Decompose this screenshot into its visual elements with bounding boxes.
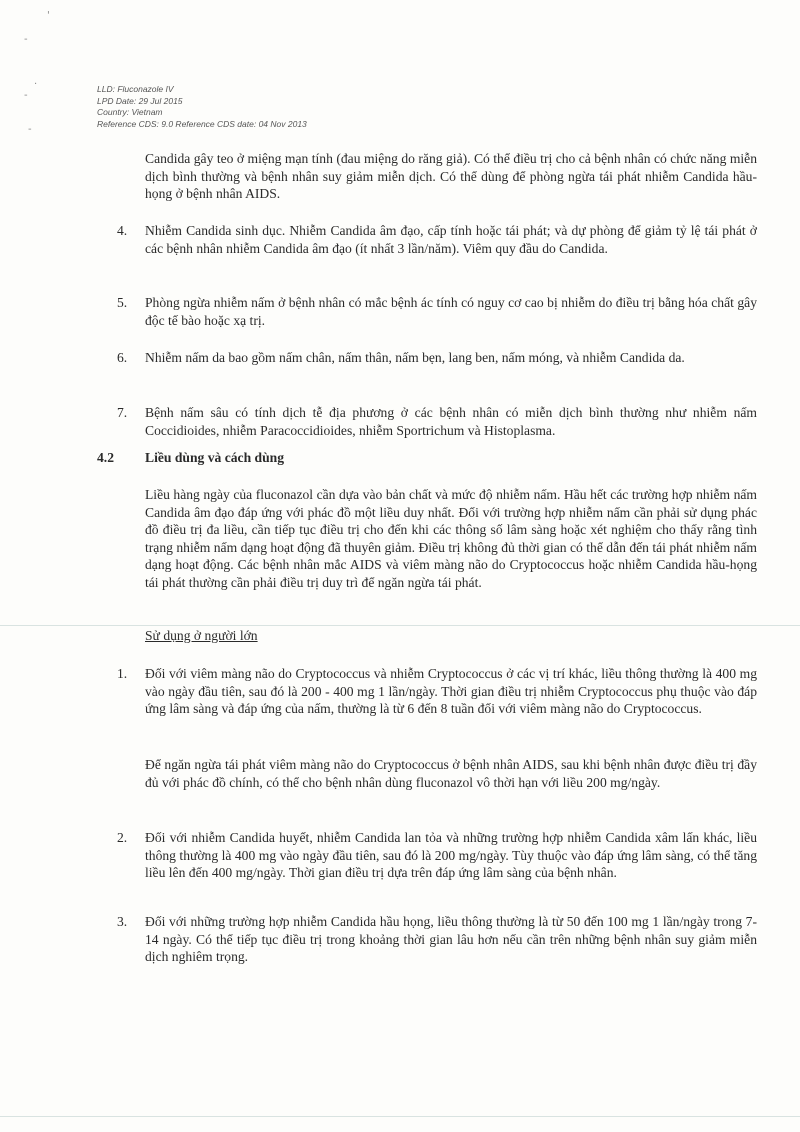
document-header [97,84,307,130]
scan-speck: - [24,90,28,101]
scan-speck: - [28,124,32,135]
scan-speck: . [34,76,38,87]
item-number: 2. [117,830,128,845]
scan-speck: ' [47,10,50,21]
item-number: 4. [117,223,128,238]
item-text: Phòng ngừa nhiễm nấm ở bệnh nhân có mắc bệnh ác tính có nguy cơ cao bị nhiễm do điều trị bằng hóa chất gây độc tế bào hoặc xạ trị. [145,295,757,328]
item-number: 5. [117,295,128,310]
scan-edge-line [0,625,800,626]
intro-paragraph: Candida gây teo ở miệng mạn tính (đau miệng do răng giả). Có thể điều trị cho cả bệnh nhân có chức năng miễn dịch bình thường và bệnh nhân suy giảm miễn dịch. Có thể dùng để phòng ngừa tái phát nhiễm Candida hầu-họng ở bệnh nhân AIDS. [145,151,757,202]
dosage-paragraph: Liều hàng ngày của fluconazol cần dựa vào bản chất và mức độ nhiễm nấm. Hầu hết các trường hợp nhiễm nấm Candida âm đạo đáp ứng với phác đồ một liều duy nhất. Đối với trường hợp nhiễm nấm cần phải sử dụng phác đồ điều trị đa liều, cần tiếp tục điều trị cho đến khi các thông số lâm sàng hoặc xét nghiệm cho thấy rằng tình trạng nhiễm nấm dạng hoạt động đã thuyên giảm. Điều trị không đủ thời gian có thể dẫn đến tái phát nhiễm nấm dạng hoạt động. Các bệnh nhân mắc AIDS và viêm màng não do Cryptococcus hoặc nhiễm Candida hầu-họng tái phát thường cần phải điều trị duy trì để ngăn ngừa tái phát. [145,487,757,590]
header-line: LPD Date: 29 Jul 2015 [97,95,183,106]
scan-edge-line [0,1116,800,1117]
section-title: Liều dùng và cách dùng [145,450,285,465]
header-line: Reference CDS: 9.0 Reference CDS date: 04 Nov 2013 [97,118,307,129]
item-text: Đối với nhiễm Candida huyết, nhiễm Candida lan tỏa và những trường hợp nhiễm Candida xâm lấn khác, liều thông thường là 400 mg vào ngày đầu tiên, sau đó là 200 mg/ngày. Tùy thuộc vào đáp ứng lâm sàng, có thể tăng liều lên đến 400 mg/ngày. Thời gian điều trị dựa trên đáp ứng lâm sàng của bệnh nhân. [145,830,757,881]
item-text: Bệnh nấm sâu có tính dịch tễ địa phương ở các bệnh nhân có miễn dịch bình thường như nhiễm nấm Coccidioides, nhiễm Paracoccidioides, nhiễm Sportrichum và Histoplasma. [145,405,757,438]
section-number: 4.2 [97,450,114,465]
scan-speck: - [24,34,28,45]
adult-use-heading: Sử dụng ở người lớn [145,628,258,643]
item-number: 1. [117,666,128,681]
item-text: Để ngăn ngừa tái phát viêm màng não do Cryptococcus ở bệnh nhân AIDS, sau khi bệnh nhân được điều trị đầy đủ với phác đồ chính, có thể cho bệnh nhân dùng fluconazol vô thời hạn với liều 200 mg/ngày. [145,757,757,790]
item-number: 6. [117,350,128,365]
item-text: Nhiễm Candida sinh dục. Nhiễm Candida âm đạo, cấp tính hoặc tái phát; và dự phòng để giảm tỷ lệ tái phát ở các bệnh nhân nhiễm Candida âm đạo (ít nhất 3 lần/năm). Viêm quy đầu do Candida. [145,223,757,256]
item-text: Đối với những trường hợp nhiễm Candida hầu họng, liều thông thường là từ 50 đến 100 mg 1 lần/ngày trong 7-14 ngày. Có thể tiếp tục điều trị trong khoảng thời gian lâu hơn nếu cần trên những bệnh nhân suy giảm miễn dịch nghiêm trọng. [145,914,757,965]
item-number: 3. [117,914,128,929]
header-line: Country: Vietnam [97,107,163,117]
header-line: LLD: Fluconazole IV [97,84,174,94]
item-text: Đối với viêm màng não do Cryptococcus và nhiễm Cryptococcus ở các vị trí khác, liều thông thường là 400 mg vào ngày đầu tiên, sau đó là 200 - 400 mg 1 lần/ngày. Thời gian điều trị nhiễm Cryptococcus phụ thuộc vào đáp ứng lâm sàng và đáp ứng của nấm, thường là từ 6 đến 8 tuần đối với viêm màng não do Cryptococcus. [145,666,757,717]
item-number: 7. [117,405,128,420]
item-text: Nhiễm nấm da bao gồm nấm chân, nấm thân, nấm bẹn, lang ben, nấm móng, và nhiễm Candida da. [145,350,685,365]
